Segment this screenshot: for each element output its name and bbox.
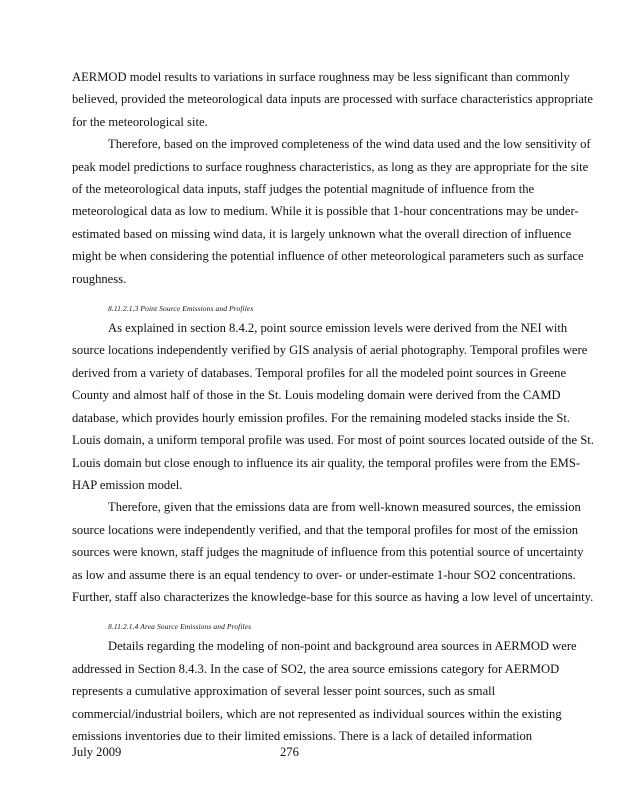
paragraph-point-source-emissions: As explained in section 8.4.2, point source emission levels were derived from the NEI with source locations independently verified by GIS analysis of aerial photography. Temporal profiles were derived from a variety of databases. Temporal profiles for all the modeled point sources in Greene County and almost half of those in the St. Louis modeling domain were derived from the CAMD database, which provides hourly emission profiles. For the remaining modeled stacks inside the St. Louis domain, a uniform temporal profile was used. For most of point sources located outside of the St. Louis domain but close enough to influence its air quality, the temporal profiles were from the EMS-HAP emission model. <box>72 321 594 492</box>
paragraph-area-source-emissions: Details regarding the modeling of non-point and background area sources in AERMOD were addressed in Section 8.4.3. In the case of SO2, the area source emissions category for AERMOD represents a cumulative approximation of several lesser point sources, such as small commercial/industrial boilers, which are not represented as individual sources within the existing emissions inventories due to their limited emissions. There is a lack of detailed information <box>72 639 577 743</box>
document-body <box>72 66 597 747</box>
section-heading-area-source: 8.11.2.1.4 Area Source Emissions and Profiles <box>108 622 252 632</box>
paragraph-point-source-conclusion: Therefore, given that the emissions data are from well-known measured sources, the emission source locations were independently verified, and that the temporal profiles for most of the emission sources were known, staff judges the magnitude of influence from this potential source of uncertainty as low and assume there is an equal tendency to over- or under-estimate 1-hour SO2 concentrations. Further, staff also characterizes the knowledge-base for this source as having a low level of uncertainty. <box>72 500 594 604</box>
paragraph-meteorological-conclusion: Therefore, based on the improved completeness of the wind data used and the low sensitivity of peak model predictions to surface roughness characteristics, as long as they are appropriate for the site of the meteorological data inputs, staff judges the potential magnitude of influence from the meteorological data as low to medium. While it is possible that 1-hour concentrations may be under-estimated based on missing wind data, it is largely unknown what the overall direction of influence might be when considering the potential influence of other meteorological parameters such as surface roughness. <box>72 137 591 286</box>
paragraph-surface-roughness: AERMOD model results to variations in surface roughness may be less significant than commonly believed, provided the meteorological data inputs are processed with surface characteristics appropriate for the meteorological site. <box>72 70 594 129</box>
page-number: 276 <box>280 745 299 759</box>
section-heading-point-source: 8.11.2.1.3 Point Source Emissions and Profiles <box>108 304 254 314</box>
footer-date: July 2009 <box>72 745 122 759</box>
